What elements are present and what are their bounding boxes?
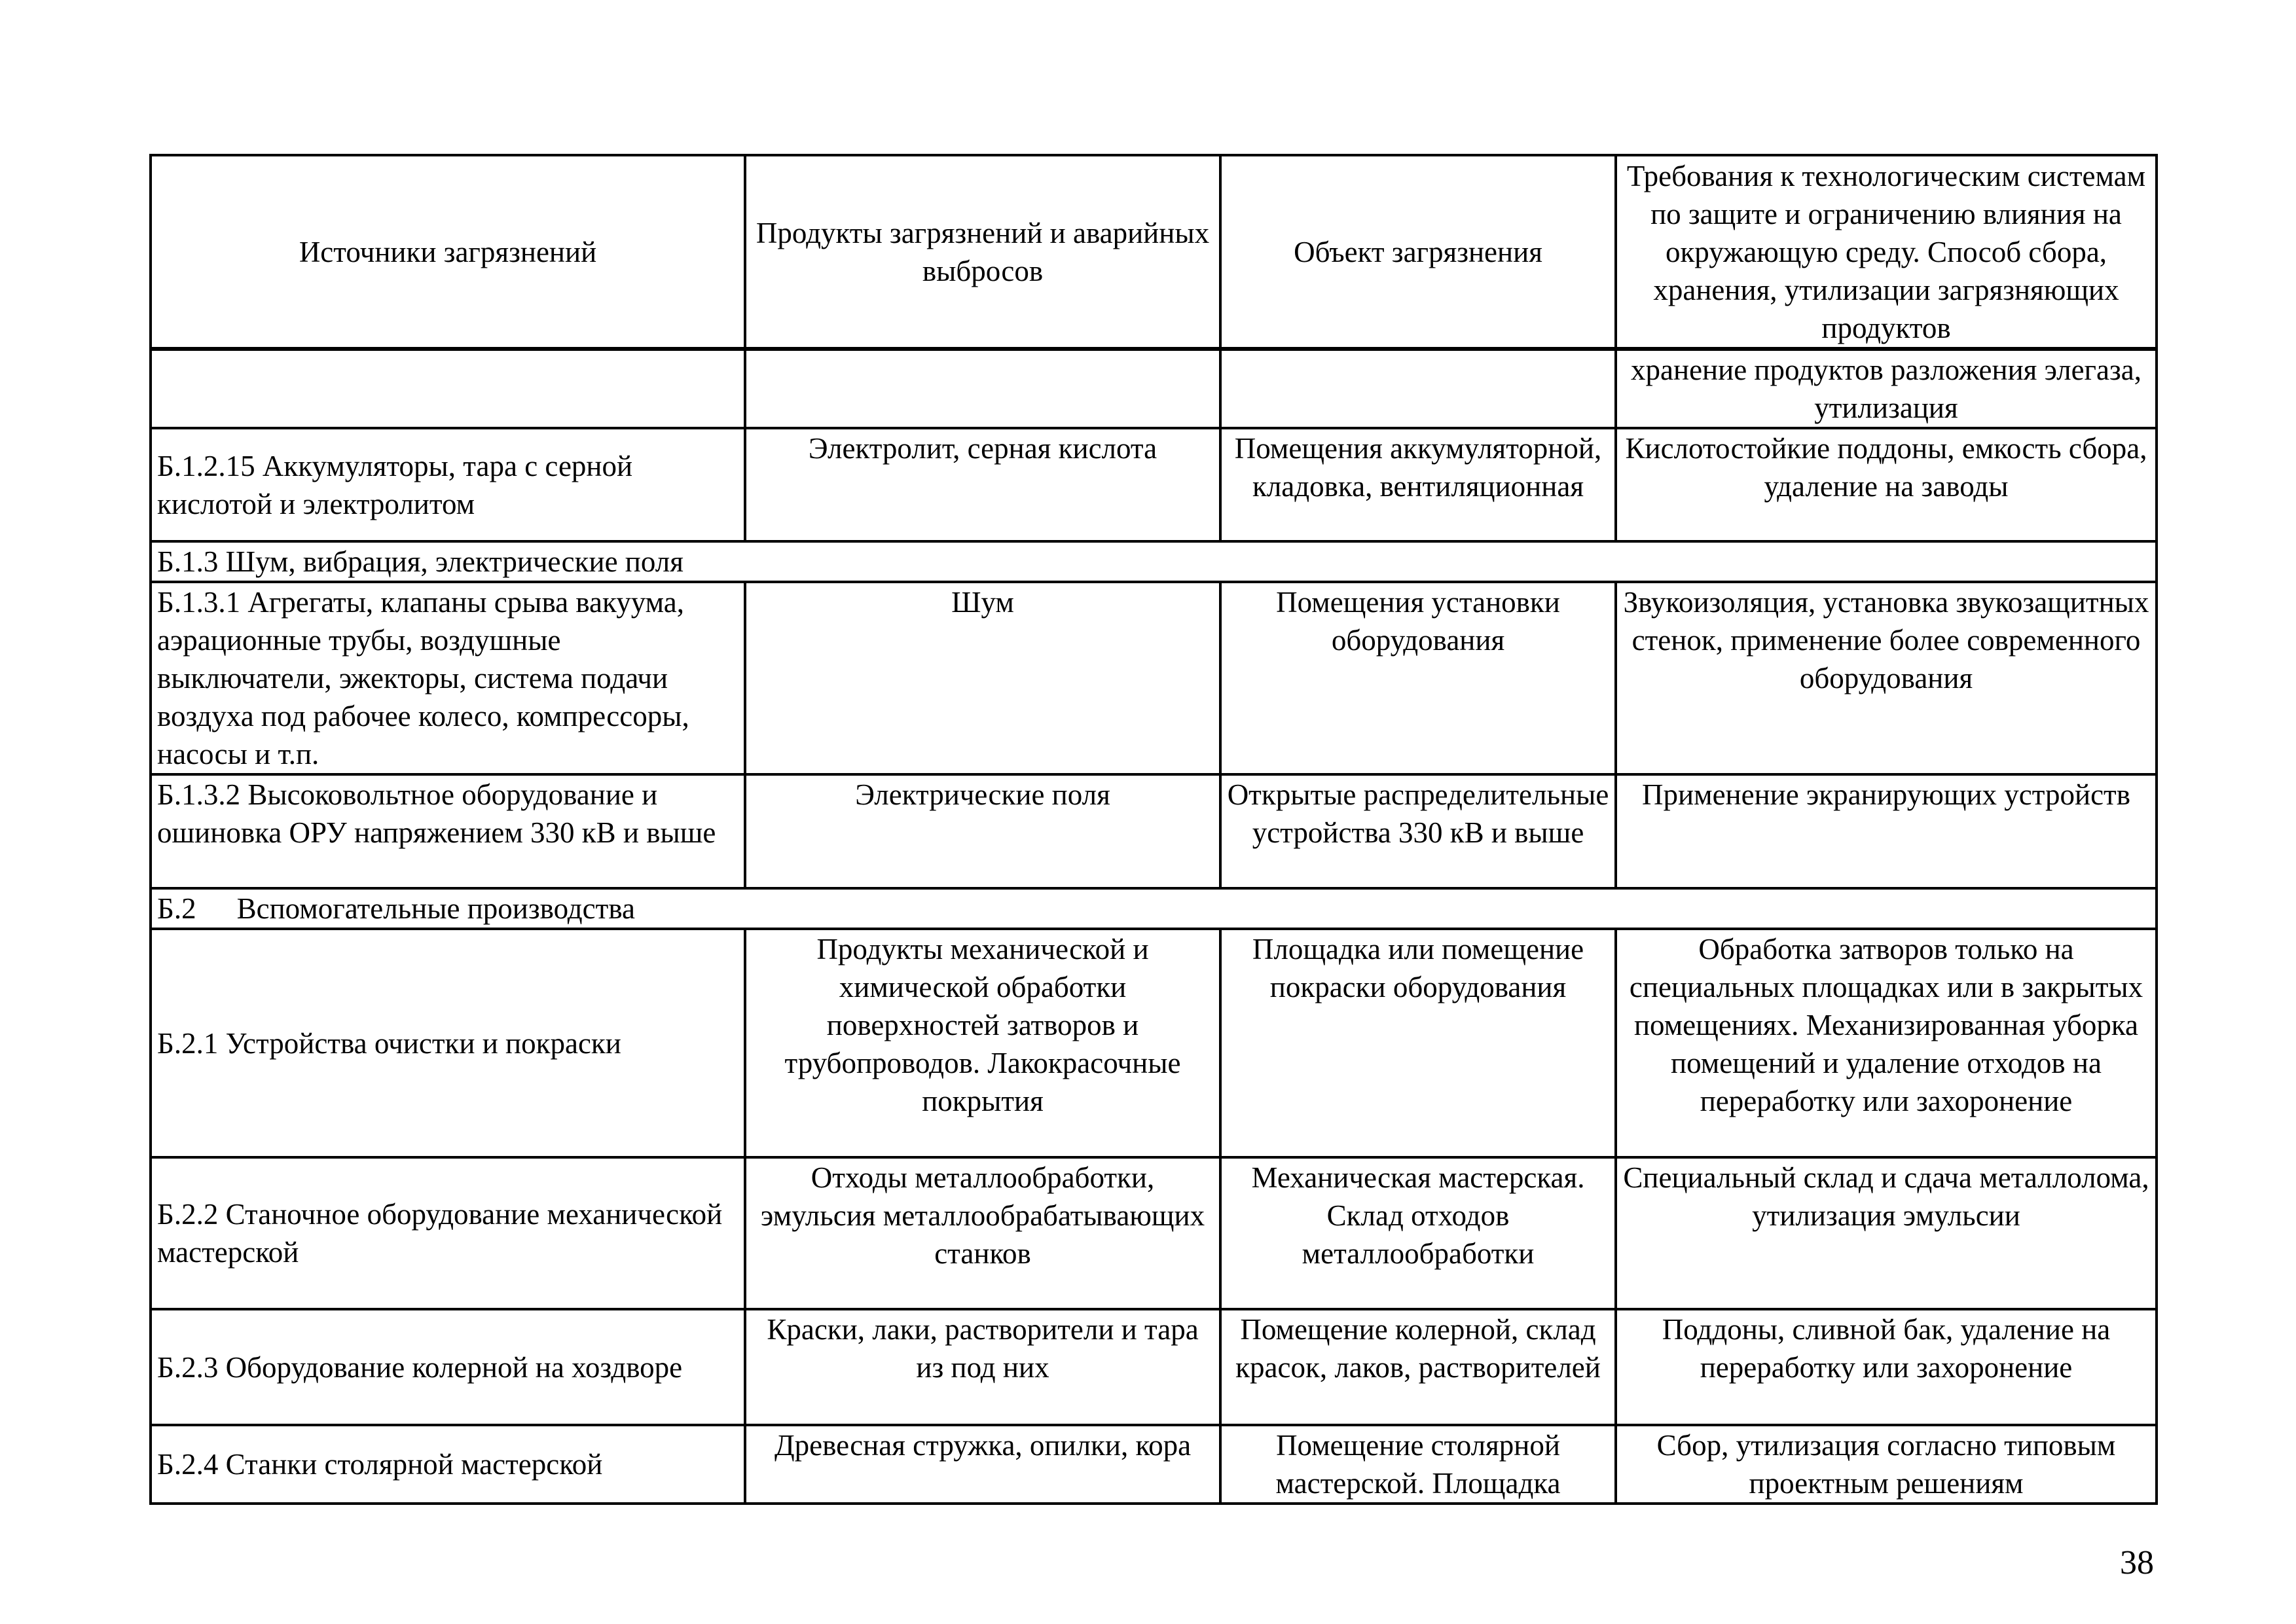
table-body: [151, 349, 2157, 1504]
table-row-b131: [151, 582, 2157, 774]
table-row-b1215: [151, 428, 2157, 541]
header-object: Объект загрязнения: [1220, 155, 1616, 349]
section-heading: [151, 888, 2157, 929]
cell-object: Помещения установки оборудования: [1220, 582, 1616, 774]
header-sources: Источники загрязнений: [151, 155, 745, 349]
cell-source: Б.1.3.1 Агрегаты, клапаны срыва вакуума, аэрационные трубы, воздушные выключатели, эжекторы, система подачи воздуха под рабочее колесо, компрессоры, насосы и т.п.: [151, 582, 745, 774]
section-title: Б.1.3 Шум, вибрация, электрические поля: [151, 541, 2157, 582]
cell-products: Краски, лаки, растворители и тара из под них: [745, 1309, 1220, 1425]
section-title: Вспомогательные производства: [236, 892, 635, 925]
table-row-b132: [151, 774, 2157, 888]
cell-requirements: Специальный склад и сдача металлолома, утилизация эмульсии: [1616, 1157, 2157, 1309]
table-row-b21: [151, 929, 2157, 1157]
cell-object: Помещение колерной, склад красок, лаков, растворителей: [1220, 1309, 1616, 1425]
table-row-continuation: [151, 349, 2157, 428]
cell-products: Отходы металлообработки, эмульсия металлообрабатывающих станков: [745, 1157, 1220, 1309]
cell-object: Площадка или помещение покраски оборудования: [1220, 929, 1616, 1157]
cell-empty: [1220, 349, 1616, 428]
table-row-b23: [151, 1309, 2157, 1425]
cell-empty: [745, 349, 1220, 428]
cell-products: Электрические поля: [745, 774, 1220, 888]
section-row-b2: [151, 888, 2157, 929]
header-products: Продукты загрязнений и аварийных выбросов: [745, 155, 1220, 349]
cell-object: Открытые распределительные устройства 330 кВ и выше: [1220, 774, 1616, 888]
table-header: [151, 155, 2157, 349]
cell-requirements: Кислотостойкие поддоны, емкость сбора, удаление на заводы: [1616, 428, 2157, 541]
cell-products: Шум: [745, 582, 1220, 774]
cell-requirements: Поддоны, сливной бак, удаление на переработку или захоронение: [1616, 1309, 2157, 1425]
header-row: [151, 155, 2157, 349]
cell-requirements: Применение экранирующих устройств: [1616, 774, 2157, 888]
cell-products: Электролит, серная кислота: [745, 428, 1220, 541]
cell-source: Б.1.2.15 Аккумуляторы, тара с серной кислотой и электролитом: [151, 428, 745, 541]
cell-source: Б.2.1 Устройства очистки и покраски: [151, 929, 745, 1157]
cell-object: Механическая мастерская. Склад отходов металлообработки: [1220, 1157, 1616, 1309]
cell-source: Б.2.2 Станочное оборудование механической мастерской: [151, 1157, 745, 1309]
table-row-b22: [151, 1157, 2157, 1309]
cell-object: Помещения аккумуляторной, кладовка, вентиляционная: [1220, 428, 1616, 541]
cell-source: Б.2.4 Станки столярной мастерской: [151, 1425, 745, 1504]
cell-empty: [151, 349, 745, 428]
page-number: 38: [2120, 1544, 2154, 1581]
cell-requirements: Звукоизоляция, установка звукозащитных стенок, применение более современного оборудования: [1616, 582, 2157, 774]
cell-products: Продукты механической и химической обработки поверхностей затворов и трубопроводов. Лакокрасочные покрытия: [745, 929, 1220, 1157]
cell-requirements: Обработка затворов только на специальных площадках или в закрытых помещениях. Механизированная уборка помещений и удаление отходов на переработку или захоронение: [1616, 929, 2157, 1157]
cell-source: Б.1.3.2 Высоковольтное оборудование и ошиновка ОРУ напряжением 330 кВ и выше: [151, 774, 745, 888]
pollution-sources-table: [149, 154, 2158, 1505]
cell-requirements: хранение продуктов разложения элегаза, утилизация: [1616, 349, 2157, 428]
table-row-b24: [151, 1425, 2157, 1504]
section-code: Б.2: [157, 892, 196, 925]
section-row-b13: [151, 541, 2157, 582]
cell-object: Помещение столярной мастерской. Площадка: [1220, 1425, 1616, 1504]
header-requirements: Требования к технологическим системам по защите и ограничению влияния на окружающую среду. Способ сбора, хранения, утилизации загрязняющих продуктов: [1616, 155, 2157, 349]
cell-requirements: Сбор, утилизация согласно типовым проектным решениям: [1616, 1425, 2157, 1504]
cell-products: Древесная стружка, опилки, кора: [745, 1425, 1220, 1504]
cell-source: Б.2.3 Оборудование колерной на хоздворе: [151, 1309, 745, 1425]
